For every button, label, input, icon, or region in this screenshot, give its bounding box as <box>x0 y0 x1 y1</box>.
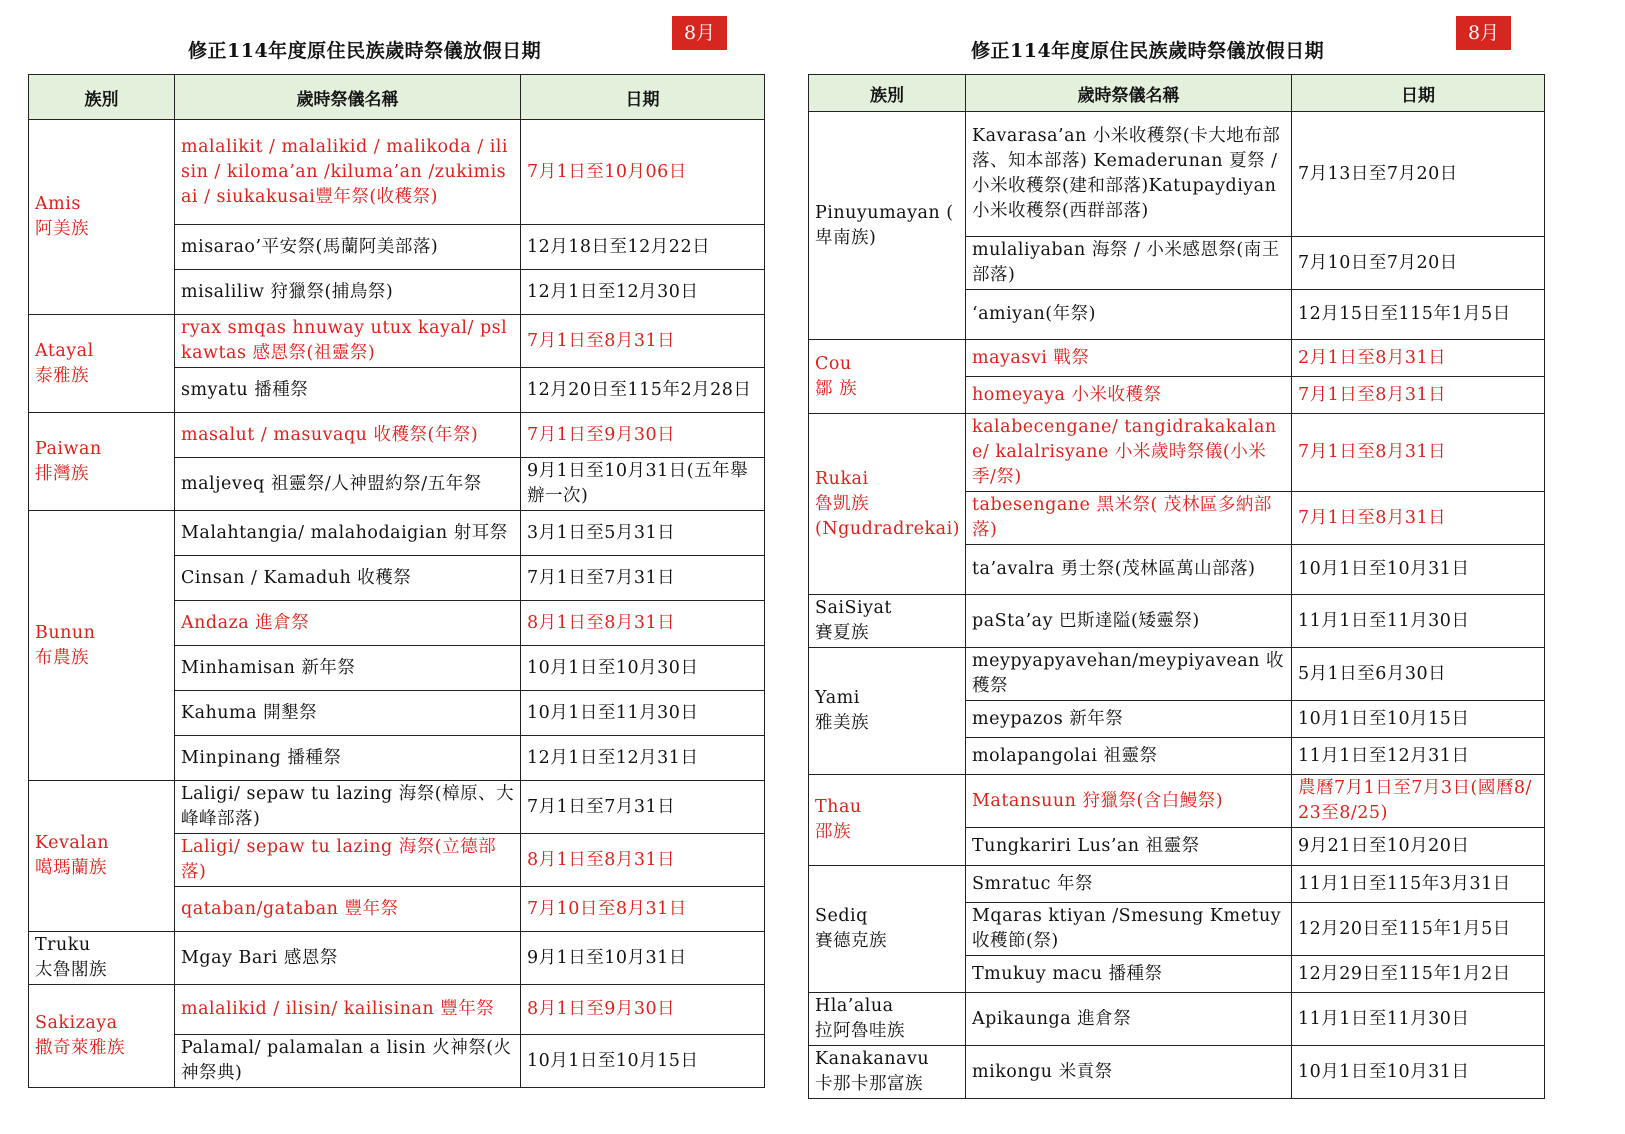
tribe-name-en: Rukai <box>815 468 869 489</box>
ceremony-cell: Smratuc 年祭 <box>966 866 1292 903</box>
ceremony-cell: kalabecengane/ tangidrakakalane/ kalalrisyane 小米歲時祭儀(小米季/祭) <box>966 414 1292 492</box>
tribe-cell-kevalan <box>29 781 175 932</box>
tribe-name-en: Truku <box>35 935 91 955</box>
tribe-cell-sakizaya <box>29 985 175 1088</box>
ceremony-cell: ryax smqas hnuway utux kayal/ pslkawtas 感恩祭(祖靈祭) <box>175 315 521 368</box>
left-month-badge: 8月 <box>672 16 727 50</box>
tribe-name-en: Sediq <box>815 906 868 926</box>
date-cell: 11月1日至11月30日 <box>1292 993 1545 1046</box>
date-cell: 9月1日至10月31日 <box>521 932 765 985</box>
left-festival-table <box>28 74 765 1088</box>
tribe-name-en: Kevalan <box>35 833 110 853</box>
tribe-cell-yami <box>809 648 966 775</box>
left-page-title: 修正114年度原住民族歲時祭儀放假日期 <box>188 40 542 62</box>
tribe-name-zh: 太魯閣族 <box>35 960 107 980</box>
ceremony-cell: mulaliyaban 海祭 / 小米感恩祭(南王部落) <box>966 237 1292 290</box>
date-cell: 7月1日至7月31日 <box>521 556 765 601</box>
date-cell: 7月1日至9月30日 <box>521 413 765 458</box>
ceremony-cell: paSta’ay 巴斯達隘(矮靈祭) <box>966 595 1292 648</box>
ceremony-cell: misarao’平安祭(馬蘭阿美部落) <box>175 225 521 270</box>
right-header-ceremony: 歲時祭儀名稱 <box>966 75 1292 112</box>
ceremony-cell: mikongu 米貢祭 <box>966 1046 1292 1099</box>
right-festival-table <box>808 74 1545 1099</box>
ceremony-cell: tabesengane 黑米祭( 茂林區多納部落) <box>966 492 1292 545</box>
ceremony-cell: Kahuma 開墾祭 <box>175 691 521 736</box>
date-cell: 8月1日至9月30日 <box>521 985 765 1035</box>
date-cell: 9月21日至10月20日 <box>1292 828 1545 866</box>
date-cell: 9月1日至10月31日(五年舉辦一次) <box>521 458 765 511</box>
date-cell: 7月10日至7月20日 <box>1292 237 1545 290</box>
tribe-name-en: Atayal <box>35 340 94 361</box>
date-cell: 農曆7月1日至7月3日(國曆8/23至8/25) <box>1292 775 1545 828</box>
tribe-name-zh: 阿美族 <box>35 219 89 239</box>
date-cell: 3月1日至5月31日 <box>521 511 765 556</box>
tribe-name-zh: 布農族 <box>35 647 89 668</box>
tribe-cell-saisiyat <box>809 595 966 648</box>
tribe-name-zh: 泰雅族 <box>35 365 89 386</box>
tribe-name-en: Sakizaya <box>35 1013 118 1033</box>
tribe-name-en: Pinuyumayan ( <box>815 202 954 223</box>
ceremony-cell: Minpinang 播種祭 <box>175 736 521 781</box>
ceremony-cell: meypyapyavehan/meypiyavean 收穫祭 <box>966 648 1292 701</box>
ceremony-cell: masalut / masuvaqu 收穫祭(年祭) <box>175 413 521 458</box>
tribe-name-zh: 撒奇萊雅族 <box>35 1038 125 1058</box>
tribe-cell-hlaalua <box>809 993 966 1046</box>
tribe-name-en: SaiSiyat <box>815 598 892 618</box>
date-cell: 5月1日至6月30日 <box>1292 648 1545 701</box>
tribe-name-extra: (Ngudradrekai) <box>815 518 961 539</box>
ceremony-cell: meypazos 新年祭 <box>966 701 1292 738</box>
tribe-cell-thau <box>809 775 966 866</box>
tribe-name-en: Paiwan <box>35 438 102 459</box>
tribe-name-zh: 卡那卡那富族 <box>815 1074 923 1094</box>
ceremony-cell: Matansuun 狩獵祭(含白鰻祭) <box>966 775 1292 828</box>
ceremony-cell: qataban/gataban 豐年祭 <box>175 887 521 932</box>
date-cell: 12月29日至115年1月2日 <box>1292 956 1545 993</box>
tribe-name-en: Cou <box>815 353 852 374</box>
date-cell: 7月1日至8月31日 <box>1292 414 1545 492</box>
date-cell: 12月20日至115年2月28日 <box>521 368 765 413</box>
date-cell: 12月18日至12月22日 <box>521 225 765 270</box>
tribe-name-zh: 卑南族) <box>815 227 877 248</box>
date-cell: 10月1日至10月30日 <box>521 646 765 691</box>
ceremony-cell: molapangolai 祖靈祭 <box>966 738 1292 775</box>
tribe-name-zh: 賽德克族 <box>815 931 887 951</box>
ceremony-cell: Laligi/ sepaw tu lazing 海祭(樟原、大峰峰部落) <box>175 781 521 834</box>
tribe-name-en: Hla’alua <box>815 996 894 1016</box>
tribe-cell-amis <box>29 120 175 315</box>
ceremony-cell: Malahtangia/ malahodaigian 射耳祭 <box>175 511 521 556</box>
tribe-cell-pinuyumayan <box>809 112 966 340</box>
ceremony-cell: malalikit / malalikid / malikoda / ilisin / kiloma’an /kiluma’an /zukimisai / siukakusai豐年祭(收穫祭) <box>175 120 521 225</box>
date-cell: 10月1日至10月15日 <box>1292 701 1545 738</box>
ceremony-cell: malalikid / ilisin/ kailisinan 豐年祭 <box>175 985 521 1035</box>
left-header-ceremony: 歲時祭儀名稱 <box>175 75 521 120</box>
date-cell: 8月1日至8月31日 <box>521 601 765 646</box>
date-cell: 7月1日至7月31日 <box>521 781 765 834</box>
tribe-cell-sediq <box>809 866 966 993</box>
date-cell: 12月1日至12月30日 <box>521 270 765 315</box>
date-cell: 7月1日至10月06日 <box>521 120 765 225</box>
ceremony-cell: Tungkariri Lus’an 祖靈祭 <box>966 828 1292 866</box>
date-cell: 7月1日至8月31日 <box>521 315 765 368</box>
left-header-date: 日期 <box>521 75 765 120</box>
date-cell: 7月10日至8月31日 <box>521 887 765 932</box>
ceremony-cell: mayasvi 戰祭 <box>966 340 1292 377</box>
tribe-cell-atayal <box>29 315 175 413</box>
left-header-tribe: 族別 <box>29 75 175 120</box>
date-cell: 10月1日至10月31日 <box>1292 1046 1545 1099</box>
tribe-cell-cou <box>809 340 966 414</box>
tribe-name-en: Yami <box>815 688 860 708</box>
ceremony-cell: Cinsan / Kamaduh 收穫祭 <box>175 556 521 601</box>
ceremony-cell: ‘amiyan(年祭) <box>966 290 1292 340</box>
tribe-name-en: Thau <box>815 797 862 817</box>
tribe-name-en: Kanakanavu <box>815 1049 930 1069</box>
date-cell: 11月1日至12月31日 <box>1292 738 1545 775</box>
ceremony-cell: Kavarasa’an 小米收穫祭(卡大地布部落、知本部落) Kemaderunan 夏祭 /小米收穫祭(建和部落)Katupaydiyan 小米收穫祭(西群部落) <box>966 112 1292 237</box>
date-cell: 12月20日至115年1月5日 <box>1292 903 1545 956</box>
ceremony-cell: Tmukuy macu 播種祭 <box>966 956 1292 993</box>
date-cell: 10月1日至10月31日 <box>1292 545 1545 595</box>
date-cell: 11月1日至115年3月31日 <box>1292 866 1545 903</box>
tribe-name-en: Amis <box>35 194 81 214</box>
ceremony-cell: smyatu 播種祭 <box>175 368 521 413</box>
ceremony-cell: homeyaya 小米收穫祭 <box>966 377 1292 414</box>
tribe-cell-paiwan <box>29 413 175 511</box>
tribe-name-en: Bunun <box>35 622 96 643</box>
right-header-date: 日期 <box>1292 75 1545 112</box>
tribe-name-zh: 邵族 <box>815 822 851 842</box>
tribe-name-zh: 排灣族 <box>35 463 89 484</box>
right-month-badge: 8月 <box>1456 16 1511 50</box>
tribe-name-zh: 賽夏族 <box>815 623 869 643</box>
ceremony-cell: misaliliw 狩獵祭(捕鳥祭) <box>175 270 521 315</box>
right-header-tribe: 族別 <box>809 75 966 112</box>
date-cell: 7月13日至7月20日 <box>1292 112 1545 237</box>
tribe-name-zh: 魯凱族 <box>815 493 869 514</box>
ceremony-cell: Minhamisan 新年祭 <box>175 646 521 691</box>
right-page-title: 修正114年度原住民族歲時祭儀放假日期 <box>971 40 1325 62</box>
tribe-cell-truku <box>29 932 175 985</box>
date-cell: 10月1日至10月15日 <box>521 1035 765 1088</box>
date-cell: 7月1日至8月31日 <box>1292 492 1545 545</box>
ceremony-cell: Laligi/ sepaw tu lazing 海祭(立德部落) <box>175 834 521 887</box>
date-cell: 12月15日至115年1月5日 <box>1292 290 1545 340</box>
date-cell: 7月1日至8月31日 <box>1292 377 1545 414</box>
ceremony-cell: maljeveq 祖靈祭/人神盟約祭/五年祭 <box>175 458 521 511</box>
ceremony-cell: Mgay Bari 感恩祭 <box>175 932 521 985</box>
tribe-cell-bunun <box>29 511 175 781</box>
ceremony-cell: Apikaunga 進倉祭 <box>966 993 1292 1046</box>
tribe-name-zh: 噶瑪蘭族 <box>35 858 107 878</box>
ceremony-cell: Andaza 進倉祭 <box>175 601 521 646</box>
ceremony-cell: ta’avalra 勇士祭(茂林區萬山部落) <box>966 545 1292 595</box>
date-cell: 10月1日至11月30日 <box>521 691 765 736</box>
tribe-cell-kanakanavu <box>809 1046 966 1099</box>
tribe-name-zh: 拉阿魯哇族 <box>815 1021 905 1041</box>
tribe-name-zh: 雅美族 <box>815 713 869 733</box>
date-cell: 11月1日至11月30日 <box>1292 595 1545 648</box>
ceremony-cell: Palamal/ palamalan a lisin 火神祭(火神祭典) <box>175 1035 521 1088</box>
date-cell: 8月1日至8月31日 <box>521 834 765 887</box>
date-cell: 12月1日至12月31日 <box>521 736 765 781</box>
date-cell: 2月1日至8月31日 <box>1292 340 1545 377</box>
tribe-cell-rukai <box>809 414 966 595</box>
ceremony-cell: Mqaras ktiyan /Smesung Kmetuy 收穫節(祭) <box>966 903 1292 956</box>
tribe-name-zh: 鄒 族 <box>815 378 858 399</box>
